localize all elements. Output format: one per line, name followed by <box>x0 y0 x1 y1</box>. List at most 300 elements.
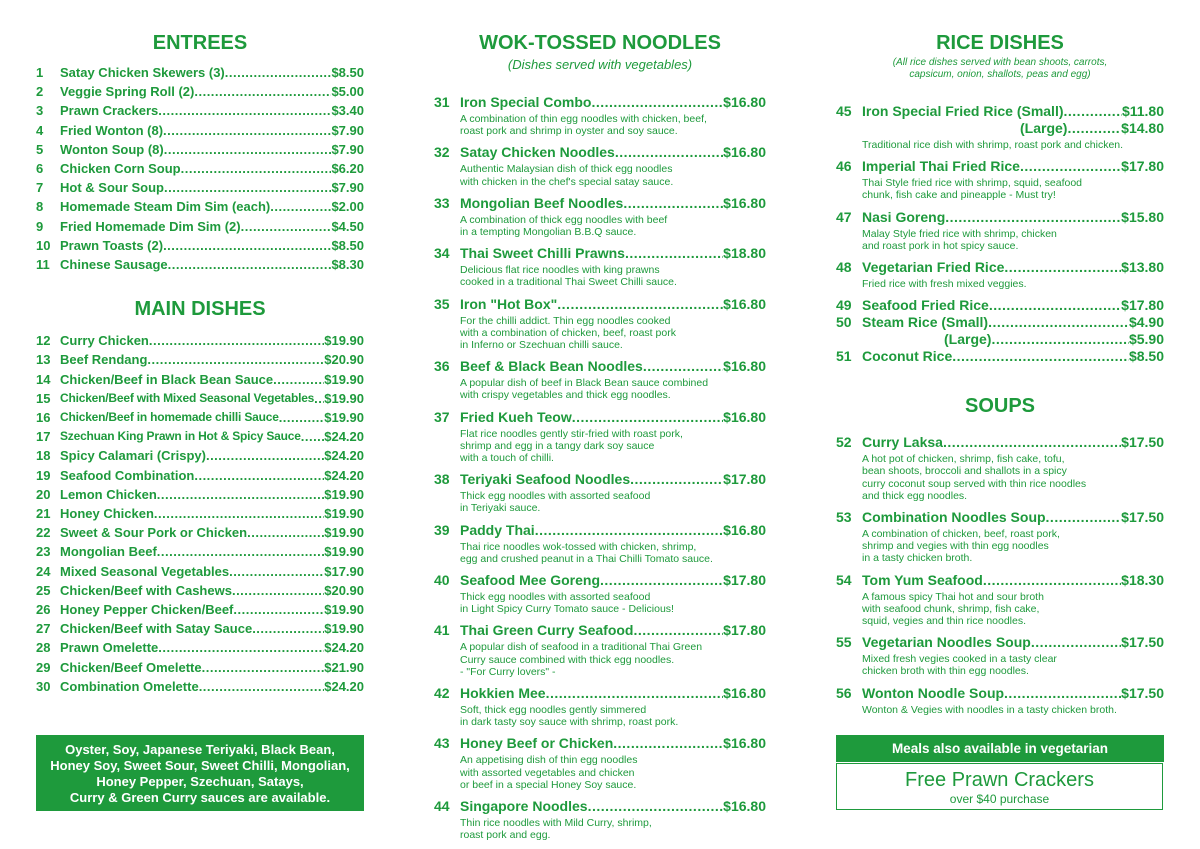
menu-item <box>836 509 1164 565</box>
dot-leader <box>535 522 723 539</box>
dot-leader <box>633 622 723 639</box>
menu-item <box>434 296 766 352</box>
item-number: 32 <box>434 144 450 161</box>
item-name: Combination Omelette <box>60 678 199 694</box>
rice-list <box>836 103 1164 365</box>
item-number: 43 <box>434 735 450 752</box>
item-number: 55 <box>836 634 852 651</box>
dot-leader <box>988 314 1129 331</box>
item-header <box>836 348 1164 365</box>
item-name: Prawn Crackers <box>60 103 159 119</box>
dot-leader <box>588 798 724 815</box>
dot-leader <box>225 63 332 82</box>
item-number: 17 <box>36 429 51 445</box>
item-number: 31 <box>434 94 450 110</box>
noodles-subtitle: (Dishes served with vegetables) <box>507 57 693 72</box>
dot-leader <box>945 209 1121 226</box>
item-name: Combination Noodles Soup <box>862 509 1046 526</box>
dot-leader <box>630 471 723 488</box>
rice-title: RICE DISHES <box>936 32 1064 54</box>
item-name: Seafood Fried Rice <box>862 297 989 314</box>
item-header <box>836 434 1164 451</box>
item-name: Satay Chicken Noodles <box>460 144 615 161</box>
item-number: 4 <box>36 122 44 138</box>
menu-item <box>36 677 364 696</box>
item-header <box>836 685 1164 702</box>
menu-item <box>434 358 766 401</box>
dot-leader <box>252 619 324 638</box>
item-number: 37 <box>434 408 450 425</box>
menu-item <box>434 622 766 678</box>
item-header <box>836 103 1164 120</box>
dot-leader <box>623 195 723 212</box>
item-header <box>836 634 1164 651</box>
menu-item <box>434 409 766 465</box>
dot-leader <box>943 434 1121 451</box>
item-description: Mixed fresh vegies cooked in a tasty clear chicken broth with thin egg noodles. <box>862 653 1057 678</box>
item-price: $21.90 <box>324 659 364 675</box>
dot-leader <box>643 358 723 375</box>
item-number: 47 <box>836 208 852 225</box>
item-description: Thai rice noodles wok-tossed with chicken, shrimp, egg and crushed peanut in a Thai Chilli Tomato sauce. <box>460 540 713 565</box>
item-price: $17.50 <box>1121 509 1164 526</box>
menu-item <box>36 581 364 600</box>
item-price: $7.90 <box>331 122 364 138</box>
dot-leader <box>1031 634 1121 651</box>
dot-leader <box>1064 103 1122 120</box>
item-number: 53 <box>836 509 852 526</box>
dot-leader <box>147 350 324 369</box>
item-name: Tom Yum Seafood <box>862 571 983 588</box>
dot-leader <box>1067 120 1121 137</box>
item-number: 49 <box>836 297 852 314</box>
item-number: 42 <box>434 685 450 702</box>
item-name: Veggie Spring Roll (2) <box>60 84 195 100</box>
item-description: Flat rice noodles gently stir-fried with roast pork, shrimp and egg in a tangy dark soy sauce with a touch of chilli. <box>460 427 683 465</box>
item-number: 48 <box>836 259 852 276</box>
dot-leader <box>1020 158 1121 175</box>
item-number: 16 <box>36 410 51 426</box>
item-price: $16.80 <box>723 798 766 815</box>
item-name: Vegetarian Noodles Soup <box>862 634 1031 651</box>
dot-leader <box>194 466 324 485</box>
item-number: 18 <box>36 448 51 464</box>
item-price: $24.20 <box>324 429 364 445</box>
menu-item <box>36 562 364 581</box>
item-description: Authentic Malaysian dish of thick egg noodles with chicken in the chef's special satay sauce. <box>460 163 674 188</box>
item-header <box>836 259 1164 276</box>
dot-leader <box>600 572 723 589</box>
item-number: 14 <box>36 371 51 387</box>
item-price: $3.40 <box>331 103 364 119</box>
item-description: Delicious flat rice noodles with king prawns cooked in a traditional Thai Sweet Chilli sauce. <box>460 264 677 289</box>
item-number: 24 <box>36 563 51 579</box>
item-number: 28 <box>36 640 51 656</box>
item-number: 22 <box>36 525 51 541</box>
item-price: $4.90 <box>1128 314 1164 331</box>
item-header <box>434 622 766 639</box>
menu-item <box>36 370 364 389</box>
dot-leader <box>232 581 324 600</box>
sauces-note: Oyster, Soy, Japanese Teriyaki, Black Bean, Honey Soy, Sweet Sour, Sweet Chilli, Mongolian, Honey Pepper, Szechuan, Satays, Curry & Green Curry sauces are available. <box>36 735 364 811</box>
item-price: $17.90 <box>324 563 364 579</box>
item-price: $19.90 <box>324 486 364 502</box>
item-name: Hot & Sour Soup <box>60 180 164 196</box>
item-name: Mongolian Beef <box>60 544 157 560</box>
item-header <box>434 735 766 752</box>
dot-leader <box>158 638 324 657</box>
entrees-list <box>36 63 364 274</box>
item-price: $7.90 <box>331 180 364 196</box>
item-header <box>434 358 766 375</box>
item-name: Imperial Thai Fried Rice <box>862 158 1020 175</box>
item-number: 30 <box>36 678 51 694</box>
main-dishes-list <box>36 331 364 696</box>
item-number: 45 <box>836 103 852 119</box>
item-number: 20 <box>36 486 51 502</box>
item-number: 13 <box>36 352 51 368</box>
item-header <box>434 685 766 702</box>
dot-leader <box>149 331 324 350</box>
item-number: 27 <box>36 621 51 637</box>
item-name: Chicken/Beef with Cashews <box>60 582 232 598</box>
item-price: $17.80 <box>723 471 766 488</box>
item-description: A hot pot of chicken, shrimp, fish cake, tofu, bean shoots, broccoli and shallots in a spicy curry coconut soup served with thin rice noodles and thick egg noodles. <box>862 453 1087 502</box>
menu-item <box>36 600 364 619</box>
item-price: $16.80 <box>723 144 766 161</box>
item-price: $20.90 <box>324 582 364 598</box>
item-number: 56 <box>836 684 852 701</box>
item-name: Seafood Mee Goreng <box>460 572 601 589</box>
item-name: Iron "Hot Box" <box>460 295 558 312</box>
menu-item <box>836 158 1164 201</box>
dot-leader <box>615 144 723 161</box>
menu-item <box>434 685 766 728</box>
item-name: Iron Special Fried Rice (Small) <box>862 103 1064 119</box>
item-number: 44 <box>434 798 450 815</box>
item-price: $16.80 <box>723 735 766 752</box>
item-header <box>836 572 1164 589</box>
item-number: 33 <box>434 194 450 211</box>
menu-item <box>36 389 364 408</box>
item-name: Vegetarian Fried Rice <box>862 259 1005 276</box>
item-price: $19.90 <box>324 506 364 522</box>
item-number: 34 <box>434 245 450 262</box>
column-right <box>836 0 1164 723</box>
free-crackers-title: Free Prawn Crackers <box>905 769 1094 791</box>
item-header <box>434 94 766 111</box>
dot-leader <box>199 677 325 696</box>
item-description: Thin rice noodles with Mild Curry, shrimp, roast pork and egg. <box>460 817 652 842</box>
dot-leader <box>168 255 332 274</box>
item-name: Prawn Omelette <box>60 640 159 656</box>
item-price: $19.90 <box>324 410 364 426</box>
dot-leader <box>163 121 331 140</box>
item-size-price: $14.80 <box>1121 120 1164 136</box>
item-header <box>434 296 766 313</box>
item-price: $16.80 <box>723 358 766 375</box>
main-dishes-title: MAIN DISHES <box>134 298 266 321</box>
menu-item <box>836 434 1164 502</box>
column-left <box>36 0 364 696</box>
item-description: A popular dish of beef in Black Bean sauce combined with crispy vegetables and thick egg noodles. <box>460 377 709 402</box>
dot-leader <box>613 735 723 752</box>
noodles-title: WOK-TOSSED NOODLES <box>479 32 721 54</box>
item-description: A combination of thick egg noodles with beef in a tempting Mongolian B.B.Q sauce. <box>460 213 668 239</box>
menu-item <box>36 331 364 350</box>
item-number: 52 <box>836 434 852 451</box>
menu-item <box>434 471 766 514</box>
item-price: $19.90 <box>324 371 364 387</box>
item-name: Teriyaki Seafood Noodles <box>460 471 631 488</box>
menu-item <box>36 197 364 216</box>
menu-item <box>434 798 766 841</box>
menu-item <box>36 466 364 485</box>
item-description: Thick egg noodles with assorted seafood in Teriyaki sauce. <box>460 490 651 515</box>
item-description: An appetising dish of thin egg noodles with assorted vegetables and chicken or beef in a special Honey Soy sauce. <box>460 754 638 791</box>
menu-item <box>434 735 766 791</box>
item-description: Traditional rice dish with shrimp, roast pork and chicken. <box>862 139 1124 151</box>
vegetarian-banner: Meals also available in vegetarian <box>836 735 1164 762</box>
item-price: $5.00 <box>331 84 364 100</box>
menu-item <box>434 522 766 565</box>
item-price: $24.20 <box>324 640 364 656</box>
item-price: $8.30 <box>331 257 364 273</box>
item-name: Seafood Combination <box>60 467 195 483</box>
menu-item <box>434 144 766 187</box>
menu-item <box>36 638 364 657</box>
menu-item <box>36 523 364 542</box>
item-number: 6 <box>36 161 44 177</box>
item-header <box>434 522 766 539</box>
item-header <box>836 314 1164 331</box>
item-name: Nasi Goreng <box>862 208 946 225</box>
item-number: 11 <box>36 257 50 273</box>
item-price: $16.80 <box>723 295 766 312</box>
item-number: 40 <box>434 572 450 589</box>
item-header <box>836 297 1164 314</box>
item-name: Wonton Noodle Soup <box>862 684 1005 701</box>
item-description: Soft, thick egg noodles gently simmered in dark tasty soy sauce with shrimp, roast pork. <box>460 704 679 729</box>
item-price: $13.80 <box>1121 259 1164 276</box>
item-header <box>836 209 1164 226</box>
item-name: Paddy Thai <box>460 521 535 538</box>
entrees-title: ENTREES <box>152 32 248 54</box>
item-number: 12 <box>36 333 51 349</box>
item-price: $17.50 <box>1121 634 1164 651</box>
dot-leader <box>314 389 324 408</box>
dot-leader <box>163 236 331 255</box>
item-header <box>434 245 766 262</box>
menu-item <box>434 572 766 615</box>
item-name: Honey Chicken <box>60 506 154 522</box>
item-size-row <box>836 331 1164 348</box>
item-name: Chinese Sausage <box>60 257 168 273</box>
item-price: $17.80 <box>1121 158 1164 175</box>
dot-leader <box>181 159 332 178</box>
item-name: Beef Rendang <box>60 352 148 368</box>
menu-item <box>836 685 1164 716</box>
item-number: 5 <box>36 141 44 157</box>
dot-leader <box>157 485 324 504</box>
item-name: Steam Rice (Small) <box>862 314 989 331</box>
item-price: $4.50 <box>331 218 364 234</box>
dot-leader <box>273 370 324 389</box>
item-name: Hokkien Mee <box>460 685 546 702</box>
item-price: $8.50 <box>1128 348 1164 365</box>
item-description: A combination of thin egg noodles with chicken, beef, roast pork and shrimp in oyster and soy sauce. <box>460 113 707 138</box>
item-number: 46 <box>836 158 852 175</box>
item-description: A famous spicy Thai hot and sour broth with seafood chunk, shrimp, fish cake, squid, vegies and thin rice noodles. <box>862 590 1044 628</box>
menu-item <box>36 485 364 504</box>
dot-leader <box>158 101 331 120</box>
item-name: Chicken/Beef in homemade chilli Sauce <box>60 410 279 425</box>
item-number: 9 <box>36 218 44 234</box>
item-price: $8.50 <box>331 65 364 80</box>
menu-item <box>36 217 364 236</box>
item-price: $24.20 <box>324 467 364 483</box>
dot-leader <box>194 82 331 101</box>
item-name: Curry Chicken <box>60 333 149 349</box>
item-header <box>434 471 766 488</box>
item-description: A combination of chicken, beef, roast pork, shrimp and vegies with thin egg noodles in a tasty chicken broth. <box>862 528 1060 565</box>
dot-leader <box>591 94 723 111</box>
item-price: $18.30 <box>1121 571 1164 588</box>
menu-item <box>36 178 364 197</box>
item-name: Wonton Soup (8) <box>60 141 164 157</box>
item-name: Lemon Chicken <box>60 486 157 502</box>
menu-item <box>434 195 766 238</box>
item-description: Thick egg noodles with assorted seafood in Light Spicy Curry Tomato sauce - Delicious! <box>460 591 674 616</box>
dot-leader <box>301 427 325 446</box>
item-name: Coconut Rice <box>862 348 953 365</box>
item-number: 39 <box>434 521 450 538</box>
item-price: $2.00 <box>331 199 364 215</box>
item-description: Wonton & Vegies with noodles in a tasty chicken broth. <box>862 703 1117 716</box>
item-number: 36 <box>434 358 450 375</box>
item-description: For the chilli addict. Thin egg noodles cooked with a combination of chicken, beef, roast pork in Inferno or Szechuan chilli sauce. <box>460 314 676 352</box>
item-price: $16.80 <box>723 408 766 425</box>
item-name: Fried Homemade Dim Sim (2) <box>60 218 241 234</box>
dot-leader <box>546 685 724 702</box>
noodles-list <box>434 94 766 842</box>
dot-leader <box>270 197 331 216</box>
menu-item <box>36 101 364 120</box>
dot-leader <box>247 523 324 542</box>
dot-leader <box>279 408 325 427</box>
item-name: Singapore Noodles <box>460 798 588 815</box>
menu-item <box>836 209 1164 252</box>
item-number: 51 <box>836 348 852 365</box>
item-number: 15 <box>36 390 51 406</box>
item-number: 19 <box>36 467 51 483</box>
dot-leader <box>572 409 723 426</box>
item-name: Homemade Steam Dim Sim (each) <box>60 199 271 215</box>
item-number: 54 <box>836 571 852 588</box>
dot-leader <box>206 446 324 465</box>
item-price: $17.50 <box>1121 434 1164 451</box>
item-price: $24.20 <box>324 448 364 464</box>
item-price: $16.80 <box>723 685 766 702</box>
item-header <box>836 158 1164 175</box>
item-name: Iron Special Combo <box>460 94 592 110</box>
item-name: Satay Chicken Skewers (3) <box>60 65 225 80</box>
menu-item <box>36 446 364 465</box>
item-number: 8 <box>36 199 44 215</box>
menu-item <box>36 63 364 82</box>
item-description: A popular dish of seafood in a traditional Thai Green Curry sauce combined with thick egg noodles. - "For Curry lovers" - <box>460 641 703 678</box>
item-number: 3 <box>36 103 44 119</box>
dot-leader <box>154 504 324 523</box>
item-price: $17.50 <box>1121 684 1164 701</box>
item-price: $8.50 <box>331 237 364 253</box>
item-number: 10 <box>36 237 51 253</box>
menu-item <box>36 82 364 101</box>
item-description: Malay Style fried rice with shrimp, chicken and roast pork in hot spicy sauce. <box>862 227 1057 252</box>
item-number: 2 <box>36 84 44 100</box>
menu-item <box>836 103 1164 151</box>
item-name: Chicken Corn Soup <box>60 161 181 177</box>
item-number: 38 <box>434 471 450 488</box>
item-description: Thai Style fried rice with shrimp, squid, seafood chunk, fish cake and pineapple - Must try! <box>862 177 1083 202</box>
item-name: Honey Pepper Chicken/Beef <box>60 602 234 618</box>
item-price: $16.80 <box>723 194 766 211</box>
menu-item <box>36 542 364 561</box>
dot-leader <box>1046 509 1122 526</box>
menu-item <box>36 408 364 427</box>
dot-leader <box>1004 259 1121 276</box>
dot-leader <box>241 217 332 236</box>
dot-leader <box>229 562 324 581</box>
item-name: Mixed Seasonal Vegetables <box>60 563 230 579</box>
soups-title: SOUPS <box>964 395 1036 418</box>
item-price: $11.80 <box>1121 103 1164 119</box>
item-number: 35 <box>434 295 450 312</box>
item-number: 50 <box>836 314 852 331</box>
menu-item <box>36 658 364 677</box>
item-name: Thai Sweet Chilli Prawns <box>460 245 625 262</box>
dot-leader <box>233 600 324 619</box>
dot-leader <box>157 542 324 561</box>
item-name: Prawn Toasts (2) <box>60 237 164 253</box>
item-price: $17.80 <box>723 572 766 589</box>
menu-item <box>36 504 364 523</box>
item-header <box>434 572 766 589</box>
item-header <box>434 144 766 161</box>
item-name: Beef & Black Bean Noodles <box>460 358 643 375</box>
item-number: 29 <box>36 659 51 675</box>
item-header <box>434 195 766 212</box>
item-price: $16.80 <box>723 94 766 110</box>
item-price: $19.90 <box>324 333 364 349</box>
item-price: $20.90 <box>324 352 364 368</box>
item-header <box>836 509 1164 526</box>
item-price: $19.90 <box>324 602 364 618</box>
menu-item <box>434 245 766 288</box>
menu-item <box>836 314 1164 348</box>
item-size-row <box>836 120 1164 137</box>
item-price: $16.80 <box>723 521 766 538</box>
item-name: Fried Wonton (8) <box>60 122 164 138</box>
menu-item <box>836 297 1164 314</box>
item-size-name: (Large) <box>944 331 992 348</box>
menu-item <box>434 94 766 137</box>
item-price: $18.80 <box>723 245 766 262</box>
item-price: $19.90 <box>324 390 364 406</box>
item-number: 25 <box>36 582 51 598</box>
item-size-name: (Large) <box>1020 120 1068 136</box>
item-price: $19.90 <box>324 621 364 637</box>
